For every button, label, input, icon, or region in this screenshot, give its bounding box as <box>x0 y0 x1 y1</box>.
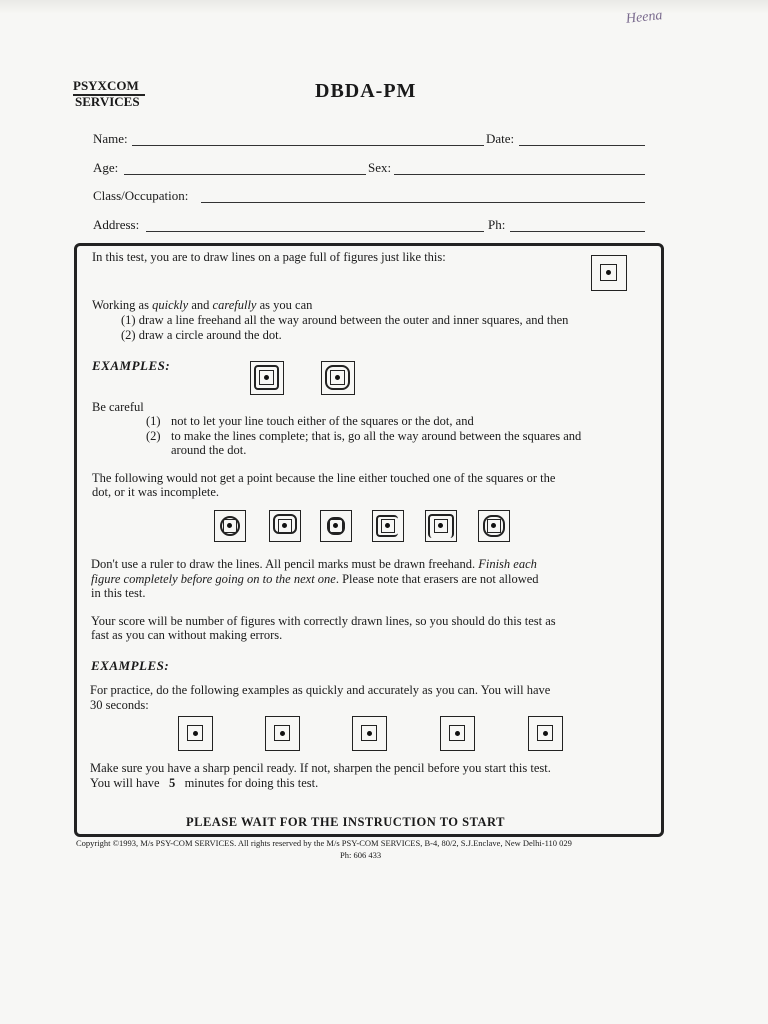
step-2: (2) draw a circle around the dot. <box>121 328 282 342</box>
score-b: fast as you can without making errors. <box>91 628 283 642</box>
copyright-text: Copyright ©1993, M/s PSY-COM SERVICES. All rights reserved by the M/s PSY-COM SERVICES, B-4, 80/2, S.J.Enclave, New Delhi-110 029 <box>76 838 572 848</box>
ruler-c: in this test. <box>91 586 146 600</box>
careful-2-num: (2) <box>146 429 161 443</box>
class-field[interactable] <box>201 202 645 203</box>
correct-example-figure <box>321 361 355 395</box>
sex-field[interactable] <box>394 174 645 175</box>
careful-1-num: (1) <box>146 414 161 428</box>
ruler-b: figure completely before going on to the next one. Please note that erasers are not allowed <box>91 572 539 586</box>
incorrect-example-figure <box>478 510 510 542</box>
footer-phone: Ph: 606 433 <box>340 850 382 860</box>
sample-figure <box>591 255 627 291</box>
logo-top: PSYXCOM <box>73 78 145 96</box>
name-field[interactable] <box>132 145 484 146</box>
date-label: Date: <box>486 131 515 146</box>
incorrect-example-figure <box>372 510 404 542</box>
nopoint-a: The following would not get a point because the line either touched one of the squares or the <box>92 471 556 485</box>
practice-b: 30 seconds: <box>90 698 149 712</box>
careful-2a: to make the lines complete; that is, go all the way around between the squares and <box>171 429 582 443</box>
page-title: DBDA-PM <box>315 80 417 102</box>
age-field[interactable] <box>124 174 366 175</box>
intro-text: In this test, you are to draw lines on a page full of figures just like this: <box>92 250 446 264</box>
sex-label: Sex: <box>368 160 392 175</box>
correct-example-figure <box>250 361 284 395</box>
age-label: Age: <box>93 160 119 175</box>
handwritten-note: Heena <box>625 8 664 27</box>
time-text: You will have 5 minutes for doing this test. <box>90 776 319 790</box>
practice-figure[interactable] <box>265 716 300 751</box>
logo-bottom: SERVICES <box>75 94 140 109</box>
incorrect-example-figure <box>214 510 246 542</box>
practice-figure[interactable] <box>528 716 563 751</box>
careful-2b: around the dot. <box>171 443 247 457</box>
examples-heading-2: EXAMPLES: <box>91 658 170 673</box>
ph-field[interactable] <box>510 231 645 232</box>
ruler-a: Don't use a ruler to draw the lines. All pencil marks must be drawn freehand. Finish each <box>91 557 537 571</box>
incorrect-example-figure <box>425 510 457 542</box>
class-label: Class/Occupation: <box>93 188 189 203</box>
address-field[interactable] <box>146 231 484 232</box>
careful-1: not to let your line touch either of the squares or the dot, and <box>171 414 474 428</box>
careful-heading: Be careful <box>92 400 144 414</box>
examples-heading-1: EXAMPLES: <box>92 358 171 373</box>
pencil-text: Make sure you have a sharp pencil ready. If not, sharpen the pencil before you start this test. <box>90 761 551 775</box>
practice-figure[interactable] <box>178 716 213 751</box>
incorrect-example-figure <box>320 510 352 542</box>
practice-figure[interactable] <box>352 716 387 751</box>
score-a: Your score will be number of figures with correctly drawn lines, so you should do this test as <box>91 614 556 628</box>
date-field[interactable] <box>519 145 645 146</box>
time-number: 5 <box>168 776 176 790</box>
ph-label: Ph: <box>488 217 506 232</box>
incorrect-example-figure <box>269 510 301 542</box>
please-wait-banner: PLEASE WAIT FOR THE INSTRUCTION TO START <box>186 815 505 829</box>
working-text: Working as quickly and carefully as you can <box>92 298 313 312</box>
name-label: Name: <box>93 131 128 146</box>
practice-a: For practice, do the following examples as quickly and accurately as you can. You will have <box>90 683 551 697</box>
address-label: Address: <box>93 217 140 232</box>
logo <box>73 78 149 112</box>
practice-figure[interactable] <box>440 716 475 751</box>
nopoint-b: dot, or it was incomplete. <box>92 485 220 499</box>
step-1: (1) draw a line freehand all the way around between the outer and inner squares, and then <box>121 313 569 327</box>
